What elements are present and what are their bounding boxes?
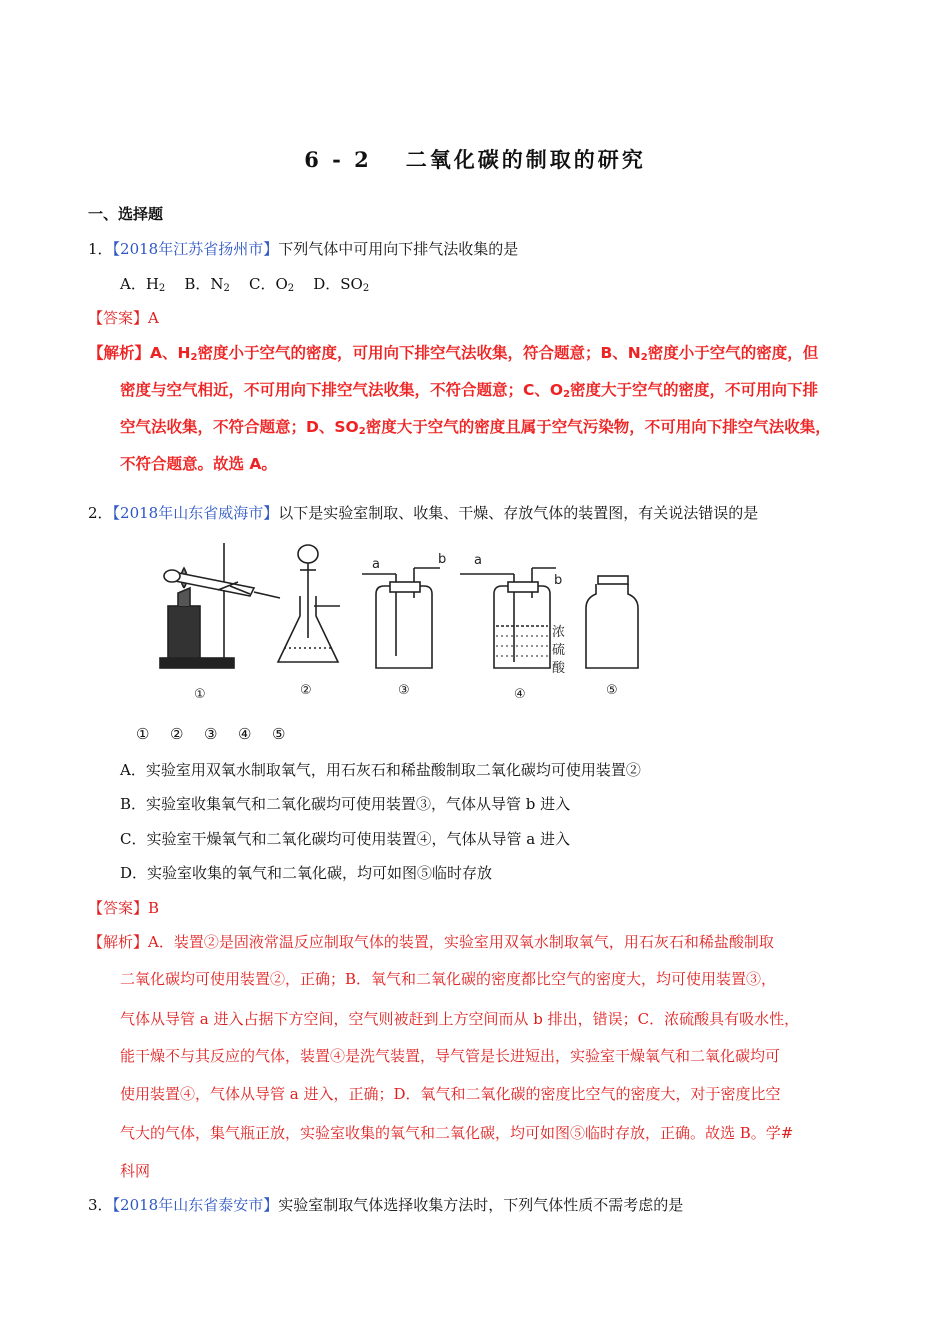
apparatus-5-bottle	[586, 576, 638, 668]
figure-number: ③	[398, 683, 410, 698]
question-1-stem	[88, 238, 518, 259]
option-b: B．$N_2$	[184, 275, 230, 294]
apparatus-2-flask	[278, 545, 340, 662]
question-text: 实验室制取气体选择收集方法时，下列气体性质不需考虑的是	[278, 1196, 684, 1214]
number-1: ①	[136, 725, 150, 743]
question-2-analysis-line: 使用装置④，气体从导管 a 进入，正确；D．氧气和二氧化碳的密度比空气的密度大，对于密度比空	[120, 1085, 781, 1103]
label-a: a	[372, 557, 380, 572]
acid-label-3: 酸	[552, 661, 566, 676]
question-source: 【2018年山东省威海市】	[112, 504, 279, 522]
figure-number: ②	[300, 683, 312, 698]
question-number: 2．	[88, 504, 113, 522]
number-2: ②	[170, 725, 184, 743]
number-3: ③	[204, 725, 218, 743]
apparatus-figure	[150, 538, 660, 708]
option-b: B．实验室收集氧气和二氧化碳均可使用装置③，气体从导管 b 进入	[120, 795, 571, 813]
question-2-analysis-line: 【解析】A．装置②是固液常温反应制取气体的装置，实验室用双氧水制取氧气，用石灰石和稀盐酸制取	[88, 933, 774, 951]
section-heading: 一、选择题	[88, 205, 164, 223]
question-2-analysis-line: 科网	[120, 1162, 151, 1180]
acid-label-1: 浓	[552, 625, 566, 640]
question-1-analysis-line: 不符合题意。故选 A。	[120, 455, 277, 473]
label-b: b	[554, 573, 563, 588]
question-1-analysis-line: 密度与空气相近，不可用向下排空气法收集，不符合题意；C、$O_2$密度大于空气的密度，不可用向下排	[120, 381, 819, 400]
question-2-analysis-line: 能干燥不与其反应的气体，装置④是洗气装置，导气管是长进短出，实验室干燥氧气和二氧化碳均可	[120, 1047, 781, 1065]
apparatus-1-heating	[160, 543, 280, 668]
apparatus-4-bottle	[460, 568, 556, 668]
page-title	[0, 144, 950, 174]
question-1-analysis-line: 空气法收集，不符合题意；D、$SO_2$密度大于空气的密度且属于空气污染物，不可用向下排空气法收集，	[120, 418, 831, 437]
number-4: ④	[238, 725, 252, 743]
option-a: A．实验室用双氧水制取氧气，用石灰石和稀盐酸制取二氧化碳均可使用装置②	[120, 761, 641, 779]
option-d: D．$SO_2$	[313, 275, 370, 294]
question-1-options	[120, 273, 369, 294]
question-2-analysis-line: 二氧化碳均可使用装置②，正确；B．氧气和二氧化碳的密度都比空气的密度大，均可使用装置③，	[120, 970, 777, 988]
question-3-stem	[88, 1194, 683, 1215]
question-text: 下列气体中可用向下排气法收集的是	[278, 240, 519, 258]
label-b: b	[438, 552, 447, 567]
label-a: a	[474, 553, 482, 568]
figure-number: ⑤	[606, 683, 618, 698]
question-source: 【2018年江苏省扬州市】	[112, 240, 279, 258]
question-1-analysis-line: 【解析】A、$H_2$密度小于空气的密度，可用向下排空气法收集，符合题意；B、$N_2$密度小于空气的密度，但	[88, 344, 819, 363]
figure-number: ①	[194, 687, 206, 702]
question-number: 3．	[88, 1196, 113, 1214]
option-c: C．$O_2$	[248, 275, 295, 294]
apparatus-3-bottle	[362, 568, 440, 668]
acid-label-2: 硫	[552, 643, 566, 658]
number-5: ⑤	[272, 725, 286, 743]
option-a: A．$H_2$	[120, 275, 166, 294]
figure-number: ④	[514, 687, 526, 702]
title-number: 6 - 2	[304, 147, 372, 172]
question-2-answer: 【答案】B	[88, 899, 160, 917]
title-text: 二氧化碳的制取的研究	[405, 147, 646, 172]
question-2-stem	[88, 502, 758, 523]
option-d: D．实验室收集的氧气和二氧化碳，均可如图⑤临时存放	[120, 864, 493, 882]
question-2-analysis-line: 气体从导管 a 进入占据下方空间，空气则被赶到上方空间而从 b 排出，错误；C．浓硫酸具有吸水性，	[120, 1010, 800, 1028]
option-c: C．实验室干燥氧气和二氧化碳均可使用装置④，气体从导管 a 进入	[120, 830, 570, 848]
question-text: 以下是实验室制取、收集、干燥、存放气体的装置图，有关说法错误的是	[278, 504, 759, 522]
question-number: 1．	[88, 240, 113, 258]
question-1-answer: 【答案】A	[88, 309, 159, 327]
question-source: 【2018年山东省泰安市】	[112, 1196, 279, 1214]
question-2-analysis-line: 气大的气体，集气瓶正放，实验室收集的氧气和二氧化碳，均可如图⑤临时存放，正确。故选 B。学#	[120, 1124, 794, 1142]
figure-numbers-row	[136, 725, 306, 743]
